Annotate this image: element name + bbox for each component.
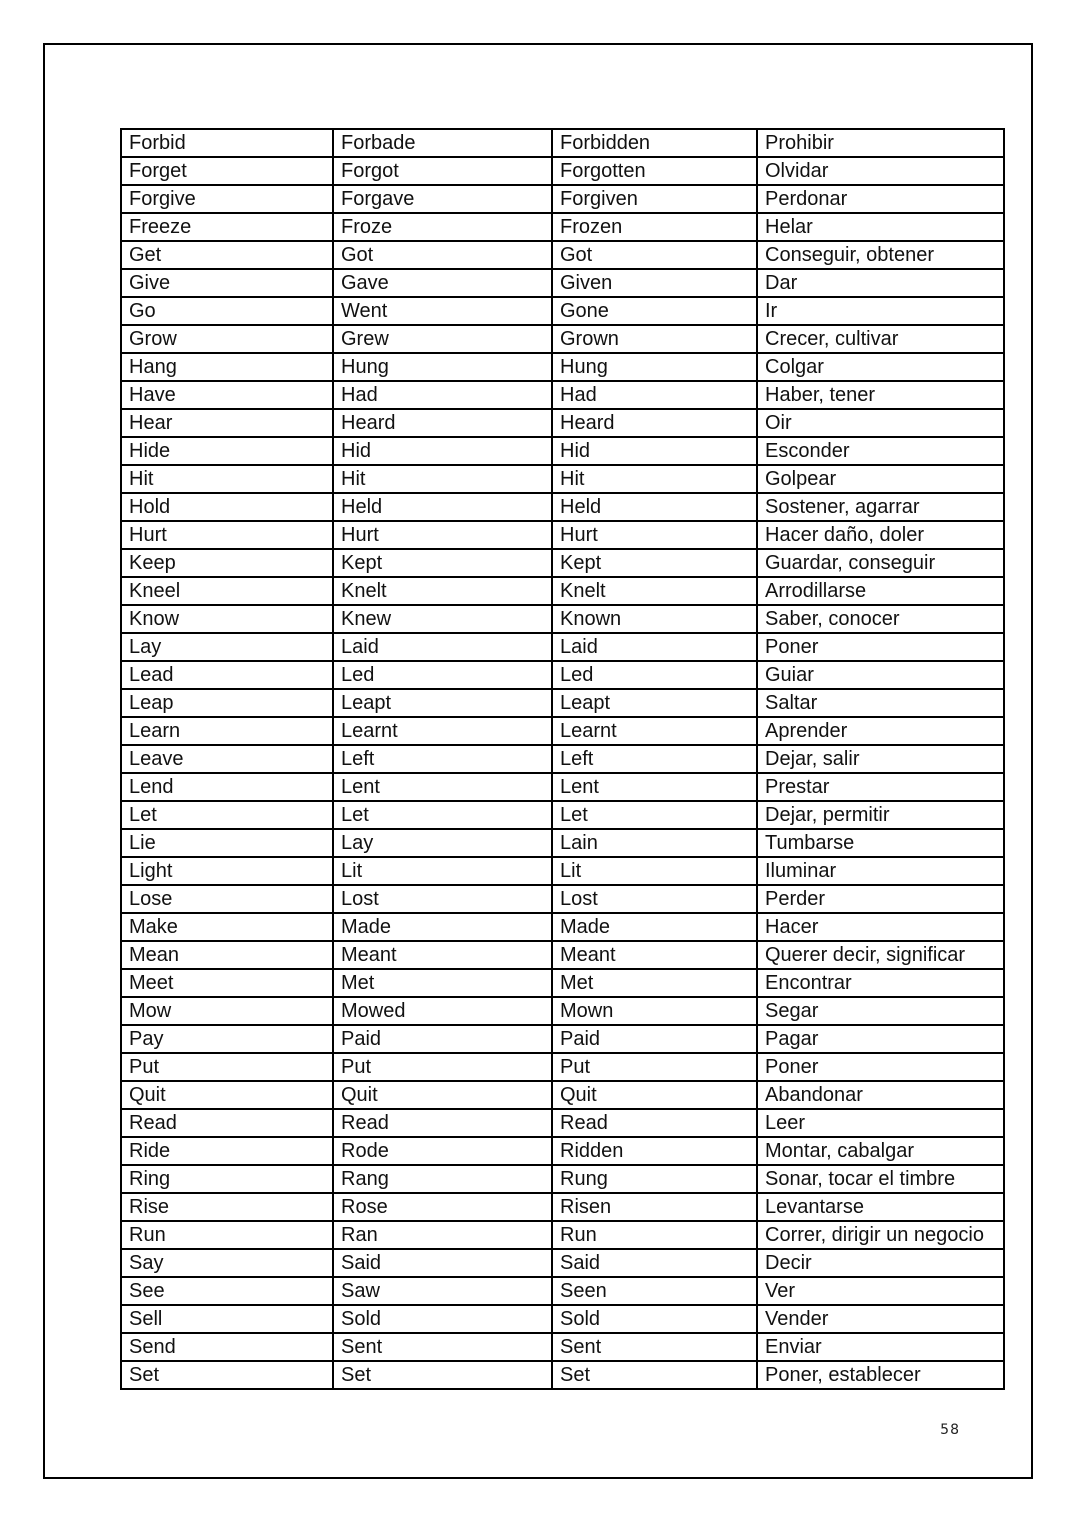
translation-cell: Oir bbox=[757, 409, 1004, 437]
infinitive-cell: Hit bbox=[121, 465, 333, 493]
infinitive-cell: Mow bbox=[121, 997, 333, 1025]
table-row bbox=[121, 1193, 1004, 1221]
translation-cell: Esconder bbox=[757, 437, 1004, 465]
past-simple-cell: Meant bbox=[333, 941, 552, 969]
translation-cell: Olvidar bbox=[757, 157, 1004, 185]
table-row bbox=[121, 381, 1004, 409]
past-participle-cell: Lent bbox=[552, 773, 757, 801]
past-simple-cell: Lit bbox=[333, 857, 552, 885]
infinitive-cell: Meet bbox=[121, 969, 333, 997]
page-number: 58 bbox=[940, 1422, 960, 1438]
table-row bbox=[121, 1165, 1004, 1193]
past-simple-cell: Forbade bbox=[333, 129, 552, 157]
translation-cell: Poner bbox=[757, 633, 1004, 661]
past-participle-cell: Mown bbox=[552, 997, 757, 1025]
infinitive-cell: Mean bbox=[121, 941, 333, 969]
infinitive-cell: Ring bbox=[121, 1165, 333, 1193]
past-simple-cell: Got bbox=[333, 241, 552, 269]
translation-cell: Haber, tener bbox=[757, 381, 1004, 409]
infinitive-cell: Run bbox=[121, 1221, 333, 1249]
table-row bbox=[121, 493, 1004, 521]
table-row bbox=[121, 1109, 1004, 1137]
past-participle-cell: Known bbox=[552, 605, 757, 633]
past-simple-cell: Ran bbox=[333, 1221, 552, 1249]
past-participle-cell: Risen bbox=[552, 1193, 757, 1221]
translation-cell: Sostener, agarrar bbox=[757, 493, 1004, 521]
past-simple-cell: Made bbox=[333, 913, 552, 941]
table-row bbox=[121, 773, 1004, 801]
infinitive-cell: Forget bbox=[121, 157, 333, 185]
past-participle-cell: Ridden bbox=[552, 1137, 757, 1165]
past-participle-cell: Forgotten bbox=[552, 157, 757, 185]
table-row bbox=[121, 577, 1004, 605]
past-simple-cell: Grew bbox=[333, 325, 552, 353]
table-row bbox=[121, 1305, 1004, 1333]
infinitive-cell: See bbox=[121, 1277, 333, 1305]
infinitive-cell: Go bbox=[121, 297, 333, 325]
past-simple-cell: Learnt bbox=[333, 717, 552, 745]
past-simple-cell: Quit bbox=[333, 1081, 552, 1109]
translation-cell: Abandonar bbox=[757, 1081, 1004, 1109]
translation-cell: Hacer daño, doler bbox=[757, 521, 1004, 549]
table-row bbox=[121, 129, 1004, 157]
past-simple-cell: Paid bbox=[333, 1025, 552, 1053]
past-participle-cell: Set bbox=[552, 1361, 757, 1389]
translation-cell: Montar, cabalgar bbox=[757, 1137, 1004, 1165]
infinitive-cell: Send bbox=[121, 1333, 333, 1361]
past-simple-cell: Led bbox=[333, 661, 552, 689]
past-participle-cell: Meant bbox=[552, 941, 757, 969]
infinitive-cell: Lose bbox=[121, 885, 333, 913]
table-row bbox=[121, 465, 1004, 493]
table-row bbox=[121, 1025, 1004, 1053]
table-row bbox=[121, 745, 1004, 773]
translation-cell: Perder bbox=[757, 885, 1004, 913]
past-simple-cell: Mowed bbox=[333, 997, 552, 1025]
past-participle-cell: Given bbox=[552, 269, 757, 297]
past-participle-cell: Hurt bbox=[552, 521, 757, 549]
infinitive-cell: Hold bbox=[121, 493, 333, 521]
translation-cell: Saltar bbox=[757, 689, 1004, 717]
past-simple-cell: Hung bbox=[333, 353, 552, 381]
table-row bbox=[121, 1361, 1004, 1389]
translation-cell: Colgar bbox=[757, 353, 1004, 381]
translation-cell: Prestar bbox=[757, 773, 1004, 801]
table-row bbox=[121, 325, 1004, 353]
table-row bbox=[121, 353, 1004, 381]
infinitive-cell: Kneel bbox=[121, 577, 333, 605]
infinitive-cell: Leave bbox=[121, 745, 333, 773]
table-row bbox=[121, 885, 1004, 913]
translation-cell: Vender bbox=[757, 1305, 1004, 1333]
translation-cell: Querer decir, significar bbox=[757, 941, 1004, 969]
table-row bbox=[121, 997, 1004, 1025]
past-simple-cell: Sent bbox=[333, 1333, 552, 1361]
past-simple-cell: Hit bbox=[333, 465, 552, 493]
past-participle-cell: Quit bbox=[552, 1081, 757, 1109]
table-row bbox=[121, 1249, 1004, 1277]
past-participle-cell: Hid bbox=[552, 437, 757, 465]
past-participle-cell: Left bbox=[552, 745, 757, 773]
translation-cell: Ver bbox=[757, 1277, 1004, 1305]
infinitive-cell: Forbid bbox=[121, 129, 333, 157]
infinitive-cell: Leap bbox=[121, 689, 333, 717]
irregular-verbs-table bbox=[120, 128, 1005, 1390]
translation-cell: Guiar bbox=[757, 661, 1004, 689]
table-row bbox=[121, 549, 1004, 577]
infinitive-cell: Lay bbox=[121, 633, 333, 661]
past-participle-cell: Grown bbox=[552, 325, 757, 353]
translation-cell: Dar bbox=[757, 269, 1004, 297]
table-row bbox=[121, 969, 1004, 997]
past-participle-cell: Led bbox=[552, 661, 757, 689]
infinitive-cell: Keep bbox=[121, 549, 333, 577]
table-row bbox=[121, 605, 1004, 633]
infinitive-cell: Pay bbox=[121, 1025, 333, 1053]
past-simple-cell: Met bbox=[333, 969, 552, 997]
table-row bbox=[121, 437, 1004, 465]
infinitive-cell: Light bbox=[121, 857, 333, 885]
table-row bbox=[121, 185, 1004, 213]
past-participle-cell: Got bbox=[552, 241, 757, 269]
past-participle-cell: Had bbox=[552, 381, 757, 409]
past-participle-cell: Lit bbox=[552, 857, 757, 885]
past-participle-cell: Made bbox=[552, 913, 757, 941]
past-simple-cell: Lent bbox=[333, 773, 552, 801]
past-participle-cell: Heard bbox=[552, 409, 757, 437]
past-simple-cell: Said bbox=[333, 1249, 552, 1277]
table-row bbox=[121, 521, 1004, 549]
past-simple-cell: Lay bbox=[333, 829, 552, 857]
past-simple-cell: Knew bbox=[333, 605, 552, 633]
table-row bbox=[121, 1081, 1004, 1109]
table-row bbox=[121, 297, 1004, 325]
table-row bbox=[121, 269, 1004, 297]
past-participle-cell: Run bbox=[552, 1221, 757, 1249]
translation-cell: Correr, dirigir un negocio bbox=[757, 1221, 1004, 1249]
translation-cell: Segar bbox=[757, 997, 1004, 1025]
past-participle-cell: Kept bbox=[552, 549, 757, 577]
past-simple-cell: Put bbox=[333, 1053, 552, 1081]
translation-cell: Pagar bbox=[757, 1025, 1004, 1053]
infinitive-cell: Learn bbox=[121, 717, 333, 745]
past-simple-cell: Forgave bbox=[333, 185, 552, 213]
past-participle-cell: Paid bbox=[552, 1025, 757, 1053]
past-simple-cell: Left bbox=[333, 745, 552, 773]
infinitive-cell: Lend bbox=[121, 773, 333, 801]
infinitive-cell: Quit bbox=[121, 1081, 333, 1109]
past-simple-cell: Gave bbox=[333, 269, 552, 297]
infinitive-cell: Lead bbox=[121, 661, 333, 689]
translation-cell: Prohibir bbox=[757, 129, 1004, 157]
past-simple-cell: Went bbox=[333, 297, 552, 325]
table-row bbox=[121, 1137, 1004, 1165]
past-simple-cell: Heard bbox=[333, 409, 552, 437]
translation-cell: Dejar, salir bbox=[757, 745, 1004, 773]
translation-cell: Saber, conocer bbox=[757, 605, 1004, 633]
table-row bbox=[121, 913, 1004, 941]
past-simple-cell: Held bbox=[333, 493, 552, 521]
table-row bbox=[121, 857, 1004, 885]
past-simple-cell: Set bbox=[333, 1361, 552, 1389]
past-simple-cell: Hid bbox=[333, 437, 552, 465]
translation-cell: Sonar, tocar el timbre bbox=[757, 1165, 1004, 1193]
verb-table-body bbox=[121, 129, 1004, 1389]
infinitive-cell: Lie bbox=[121, 829, 333, 857]
translation-cell: Arrodillarse bbox=[757, 577, 1004, 605]
past-participle-cell: Said bbox=[552, 1249, 757, 1277]
translation-cell: Levantarse bbox=[757, 1193, 1004, 1221]
past-participle-cell: Put bbox=[552, 1053, 757, 1081]
past-participle-cell: Frozen bbox=[552, 213, 757, 241]
past-simple-cell: Sold bbox=[333, 1305, 552, 1333]
infinitive-cell: Hear bbox=[121, 409, 333, 437]
translation-cell: Conseguir, obtener bbox=[757, 241, 1004, 269]
translation-cell: Dejar, permitir bbox=[757, 801, 1004, 829]
translation-cell: Aprender bbox=[757, 717, 1004, 745]
table-row bbox=[121, 241, 1004, 269]
past-simple-cell: Read bbox=[333, 1109, 552, 1137]
infinitive-cell: Freeze bbox=[121, 213, 333, 241]
past-simple-cell: Froze bbox=[333, 213, 552, 241]
infinitive-cell: Put bbox=[121, 1053, 333, 1081]
table-row bbox=[121, 157, 1004, 185]
past-simple-cell: Lost bbox=[333, 885, 552, 913]
translation-cell: Poner bbox=[757, 1053, 1004, 1081]
past-participle-cell: Gone bbox=[552, 297, 757, 325]
infinitive-cell: Give bbox=[121, 269, 333, 297]
past-simple-cell: Rang bbox=[333, 1165, 552, 1193]
translation-cell: Guardar, conseguir bbox=[757, 549, 1004, 577]
translation-cell: Ir bbox=[757, 297, 1004, 325]
translation-cell: Crecer, cultivar bbox=[757, 325, 1004, 353]
translation-cell: Poner, establecer bbox=[757, 1361, 1004, 1389]
table-row bbox=[121, 689, 1004, 717]
infinitive-cell: Get bbox=[121, 241, 333, 269]
past-simple-cell: Laid bbox=[333, 633, 552, 661]
past-simple-cell: Had bbox=[333, 381, 552, 409]
past-participle-cell: Lain bbox=[552, 829, 757, 857]
past-participle-cell: Sent bbox=[552, 1333, 757, 1361]
infinitive-cell: Set bbox=[121, 1361, 333, 1389]
past-participle-cell: Laid bbox=[552, 633, 757, 661]
past-simple-cell: Leapt bbox=[333, 689, 552, 717]
past-participle-cell: Hung bbox=[552, 353, 757, 381]
past-participle-cell: Hit bbox=[552, 465, 757, 493]
infinitive-cell: Sell bbox=[121, 1305, 333, 1333]
table-row bbox=[121, 941, 1004, 969]
past-simple-cell: Rode bbox=[333, 1137, 552, 1165]
table-row bbox=[121, 717, 1004, 745]
past-participle-cell: Forgiven bbox=[552, 185, 757, 213]
past-participle-cell: Met bbox=[552, 969, 757, 997]
infinitive-cell: Hide bbox=[121, 437, 333, 465]
table-row bbox=[121, 213, 1004, 241]
translation-cell: Helar bbox=[757, 213, 1004, 241]
translation-cell: Enviar bbox=[757, 1333, 1004, 1361]
translation-cell: Perdonar bbox=[757, 185, 1004, 213]
past-participle-cell: Held bbox=[552, 493, 757, 521]
past-participle-cell: Let bbox=[552, 801, 757, 829]
translation-cell: Encontrar bbox=[757, 969, 1004, 997]
past-participle-cell: Knelt bbox=[552, 577, 757, 605]
table-row bbox=[121, 661, 1004, 689]
translation-cell: Golpear bbox=[757, 465, 1004, 493]
past-participle-cell: Forbidden bbox=[552, 129, 757, 157]
table-row bbox=[121, 409, 1004, 437]
translation-cell: Hacer bbox=[757, 913, 1004, 941]
infinitive-cell: Say bbox=[121, 1249, 333, 1277]
table-row bbox=[121, 1221, 1004, 1249]
past-participle-cell: Leapt bbox=[552, 689, 757, 717]
past-simple-cell: Rose bbox=[333, 1193, 552, 1221]
table-row bbox=[121, 1053, 1004, 1081]
translation-cell: Iluminar bbox=[757, 857, 1004, 885]
past-participle-cell: Sold bbox=[552, 1305, 757, 1333]
past-simple-cell: Forgot bbox=[333, 157, 552, 185]
infinitive-cell: Know bbox=[121, 605, 333, 633]
translation-cell: Tumbarse bbox=[757, 829, 1004, 857]
infinitive-cell: Read bbox=[121, 1109, 333, 1137]
infinitive-cell: Make bbox=[121, 913, 333, 941]
past-simple-cell: Knelt bbox=[333, 577, 552, 605]
table-row bbox=[121, 801, 1004, 829]
table-row bbox=[121, 1333, 1004, 1361]
table-row bbox=[121, 633, 1004, 661]
infinitive-cell: Rise bbox=[121, 1193, 333, 1221]
infinitive-cell: Hurt bbox=[121, 521, 333, 549]
past-simple-cell: Kept bbox=[333, 549, 552, 577]
past-simple-cell: Saw bbox=[333, 1277, 552, 1305]
infinitive-cell: Hang bbox=[121, 353, 333, 381]
infinitive-cell: Forgive bbox=[121, 185, 333, 213]
infinitive-cell: Grow bbox=[121, 325, 333, 353]
past-participle-cell: Lost bbox=[552, 885, 757, 913]
past-participle-cell: Read bbox=[552, 1109, 757, 1137]
infinitive-cell: Have bbox=[121, 381, 333, 409]
past-participle-cell: Seen bbox=[552, 1277, 757, 1305]
infinitive-cell: Let bbox=[121, 801, 333, 829]
infinitive-cell: Ride bbox=[121, 1137, 333, 1165]
translation-cell: Leer bbox=[757, 1109, 1004, 1137]
table-row bbox=[121, 829, 1004, 857]
past-simple-cell: Let bbox=[333, 801, 552, 829]
translation-cell: Decir bbox=[757, 1249, 1004, 1277]
past-participle-cell: Learnt bbox=[552, 717, 757, 745]
past-simple-cell: Hurt bbox=[333, 521, 552, 549]
table-row bbox=[121, 1277, 1004, 1305]
past-participle-cell: Rung bbox=[552, 1165, 757, 1193]
